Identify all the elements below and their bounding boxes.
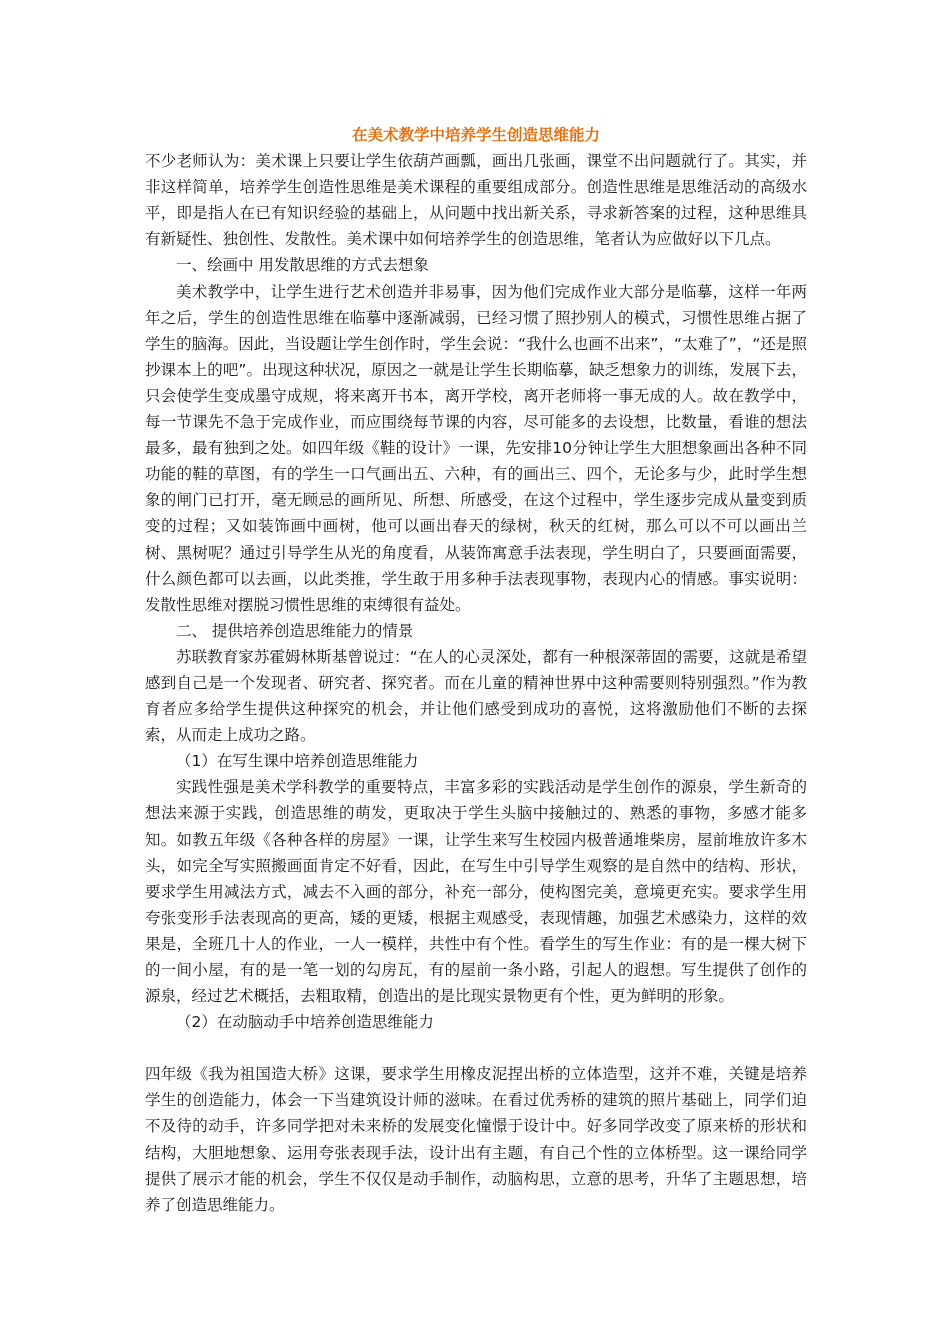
intro-paragraph: 不少老师认为：美术课上只要让学生依葫芦画瓢，画出几张画，课堂不出问题就行了。其实，并非这样简单，培养学生创造性思维是美术课程的重要组成部分。创造性思维是思维活动的高级水平，即是指人在已有知识经验的基础上，从问题中找出新关系，寻求新答案的过程，这种思维具有新疑性、独创性、发散性。美术课中如何培养学生的创造思维，笔者认为应做好以下几点。 (145, 152, 807, 249)
section-1-paragraph: 美术教学中，让学生进行艺术创造并非易事，因为他们完成作业大部分是临摹，这样一年两年之后，学生的创造性思维在临摹中逐渐减弱，已经习惯了照抄别人的模式，习惯性思维占据了学生的脑海。因此，当设题让学生创作时，学生会说：“我什么也画不出来”，“太难了”，“还是照抄课本上的吧”。出现这种状况，原因之一就是让学生长期临摹，缺乏想象力的训练，发展下去，只会使学生变成墨守成规，将来离开书本，离开学校，离开老师将一事无成的人。故在教学中，每一节课先不急于完成作业，而应围绕每节课的内容，尽可能多的去设想，比数量，看谁的想法最多，最有独到之处。如四年级《鞋的设计》一课，先安排10分钟让学生大胆想象画出各种不同功能的鞋的草图，有的学生一口气画出五、六种，有的画出三、四个，无论多与少，此时学生想象的闸门已打开，毫无顾忌的画所见、所想、所感受，在这个过程中，学生逐步完成从量变到质变的过程；又如装饰画中画树，他可以画出春天的绿树，秋天的红树，那么可以不可以画出兰树、黑树呢？通过引导学生从光的角度看，从装饰寓意手法表现，学生明白了，只要画面需要，什么颜色都可以去画，以此类推，学生敢于用多种手法表现事物，表现内心的情感。事实说明：发散性思维对摆脱习惯性思维的束缚很有益处。 (145, 282, 807, 614)
subsection-1-paragraph: 实践性强是美术学科教学的重要特点，丰富多彩的实践活动是学生创作的源泉，学生新奇的想法来源于实践，创造思维的萌发，更取决于学生头脑中接触过的、熟悉的事物，多感才能多知。如教五年级《各种各样的房屋》一课，让学生来写生校园内极普通堆柴房，屋前堆放许多木头，如完全写实照搬画面肯定不好看，因此，在写生中引导学生观察的是自然中的结构、形状，要求学生用减法方式，减去不入画的部分，补充一部分，使构图完美，意境更充实。要求学生用夸张变形手法表现高的更高，矮的更矮，根据主观感受，表现情趣，加强艺术感染力，这样的效果是，全班几十人的作业，一人一模样，共性中有个性。看学生的写生作业：有的是一棵大树下的一间小屋，有的是一笔一划的勾房瓦，有的屋前一条小路，引起人的遐想。写生提供了创作的源泉，经过艺术概括，去粗取精，创造出的是比现实景物更有个性，更为鲜明的形象。 (145, 778, 807, 1006)
subsection-1-heading: （1）在写生课中培养创造思维能力 (176, 752, 419, 771)
document-body (145, 122, 807, 1218)
blank-line (145, 1035, 807, 1061)
subsection-2-paragraph: 四年级《我为祖国造大桥》这课，要求学生用橡皮泥捏出桥的立体造型，这并不难，关键是培养学生的创造能力，体会一下当建筑设计师的滋味。在看过优秀桥的建筑的照片基础上，同学们迫不及待的动手，许多同学把对未来桥的发展变化憧憬于设计中。好多同学改变了原来桥的形状和结构，大胆地想象、运用夸张表现手法，设计出有主题，有自己个性的立体桥型。这一课给同学提供了展示才能的机会，学生不仅仅是动手制作，动脑构思，立意的思考，升华了主题思想，培养了创造思维能力。 (145, 1065, 807, 1214)
document-title: 在美术教学中培养学生创造思维能力 (351, 126, 600, 144)
subsection-2-heading: （2）在动脑动手中培养创造思维能力 (176, 1013, 434, 1032)
section-1-heading: 一、绘画中 用发散思维的方式去想象 (176, 256, 429, 275)
section-2-heading: 二、 提供培养创造思维能力的情景 (176, 621, 414, 640)
section-2-paragraph: 苏联教育家苏霍姆林斯基曾说过：“在人的心灵深处，都有一种根深蒂固的需要，这就是希望感到自己是一个发现者、研究者、探究者。而在儿童的精神世界中这种需要则特别强烈。”作为教育者应多给学生提供这种探究的机会，并让他们感受到成功的喜悦，这将激励他们不断的去探索，从而走上成功之路。 (145, 647, 807, 745)
